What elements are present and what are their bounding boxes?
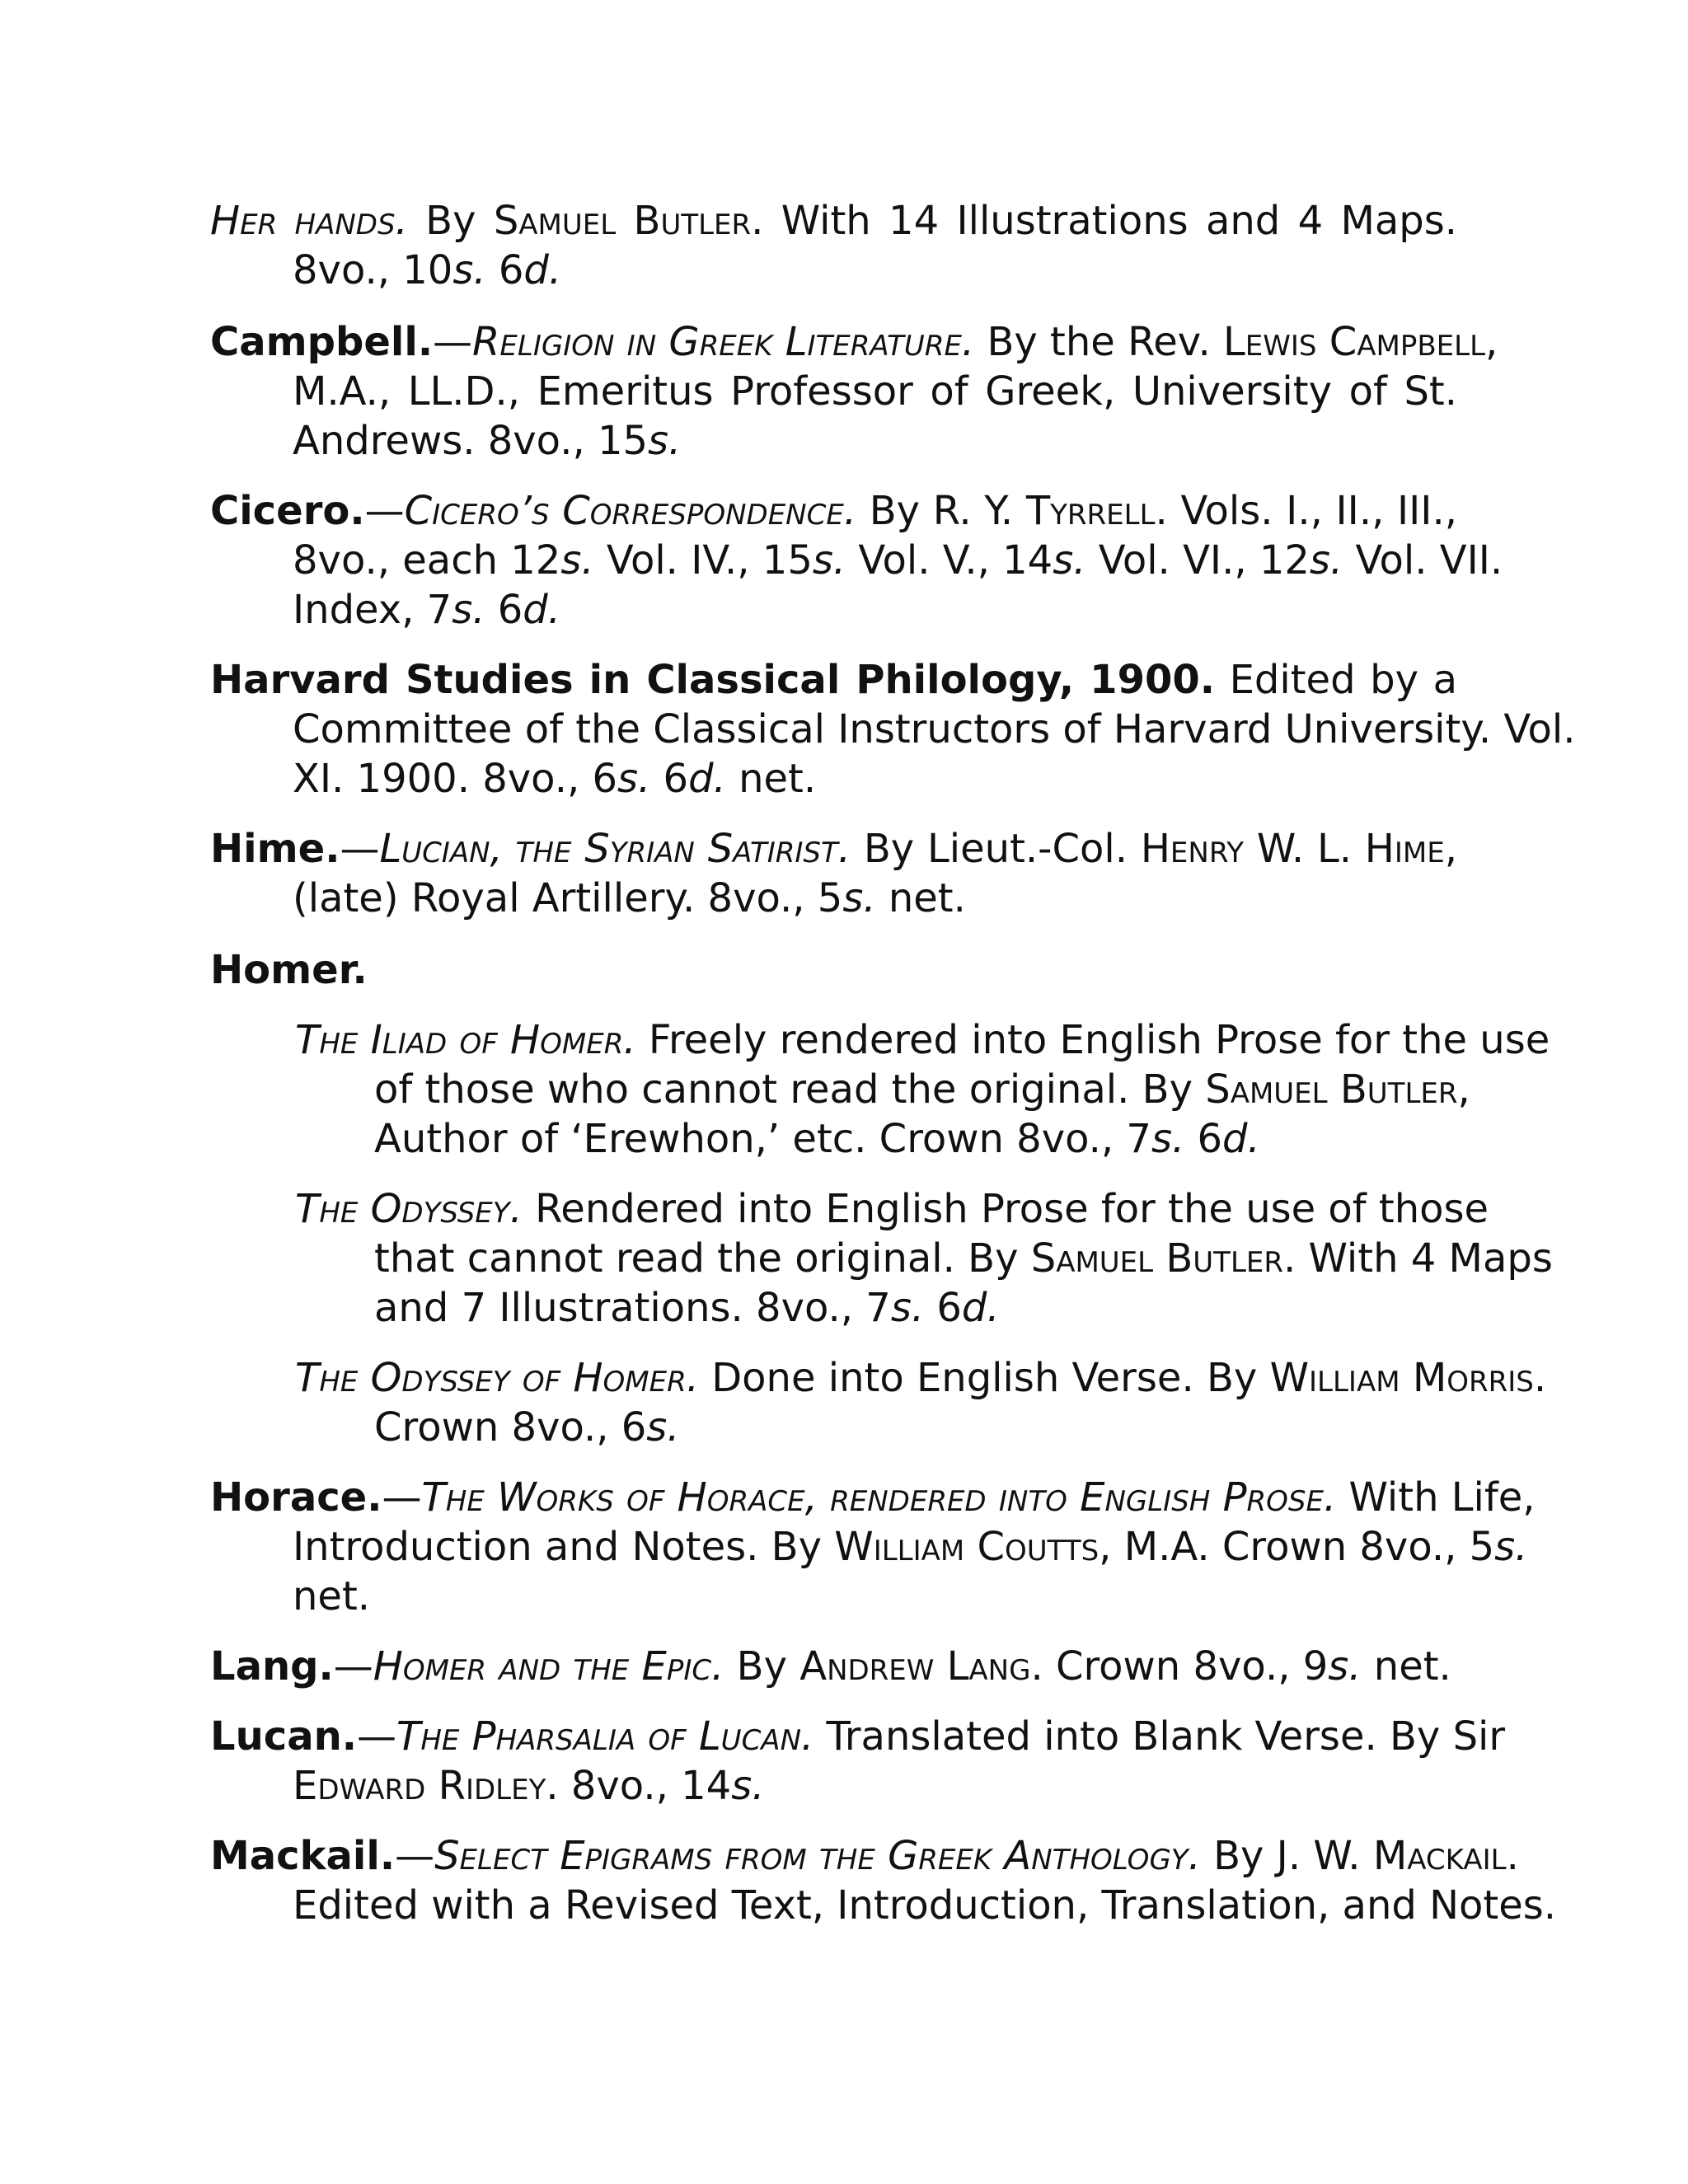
entry-text: By the Rev. <box>974 319 1223 365</box>
entry-text: 6 <box>485 587 523 633</box>
entry-text: Cicero’s Correspondence. <box>404 488 857 534</box>
entry-text: — <box>333 1643 373 1690</box>
entry-text: , <box>1457 1066 1470 1113</box>
entry-text: Vol. VII. <box>1343 537 1503 583</box>
entry-heading: Hime. <box>210 826 340 872</box>
entry-text: . 8vo., 14 <box>546 1763 732 1809</box>
entry-text: Andrew Lang <box>799 1643 1031 1690</box>
entry-text: Samuel Butler <box>1030 1235 1283 1282</box>
entry-text: Edward Ridley <box>293 1763 546 1809</box>
entry-line <box>295 1234 1553 1283</box>
entry-campbell <box>210 317 1498 466</box>
entry-text: d. <box>1222 1116 1260 1162</box>
entry-text: s. <box>617 756 651 802</box>
entry-text: By Lieut.-Col. <box>851 826 1141 872</box>
entry-text: The Works of Horace, rendered into English Prose. <box>421 1474 1337 1521</box>
entry-text: s. <box>842 875 876 921</box>
entry-line <box>210 486 1457 536</box>
entry-line <box>210 585 1457 635</box>
entry-text: Freely rendered into English Prose for the use <box>635 1017 1550 1063</box>
entry-line <box>210 1473 1536 1522</box>
entry-text: d. <box>523 587 560 633</box>
entry-heading: Mackail. <box>210 1833 396 1879</box>
entry-line <box>295 1015 1550 1065</box>
entry-text: s. <box>452 247 486 293</box>
entry-line <box>210 317 1498 367</box>
entry-line <box>210 536 1503 585</box>
entry-line <box>210 1881 1556 1930</box>
entry-butler-continued <box>210 196 1457 295</box>
entry-text: d. <box>523 247 562 293</box>
entry-text: net. <box>725 756 817 802</box>
entry-text: s. <box>731 1763 765 1809</box>
entry-text: 6 <box>1184 1116 1223 1162</box>
entry-line <box>210 874 1457 923</box>
entry-text: . <box>1533 1355 1547 1401</box>
entry-text: that cannot read the original. By <box>374 1235 1031 1282</box>
entry-heading: Lang. <box>210 1643 334 1690</box>
entry-text: . With 14 Illustrations and 4 Maps. <box>751 198 1458 244</box>
entry-heading: Horace. <box>210 1474 382 1521</box>
entry-line <box>210 1642 1457 1691</box>
entry-text: of those who cannot read the original. By <box>374 1066 1206 1113</box>
entry-text: net. <box>875 875 966 921</box>
entry-text: By R. Y. <box>856 488 1026 534</box>
entry-text: , M.A. Crown 8vo., 5 <box>1099 1524 1495 1570</box>
entry-text: s. <box>1309 537 1343 583</box>
entry-hime <box>210 824 1457 923</box>
entry-text: and 7 Illustrations. 8vo., 7 <box>374 1285 891 1331</box>
entry-text: s. <box>648 418 682 464</box>
entry-text: Edited by a <box>1215 657 1457 703</box>
entry-text: Samuel Butler <box>493 198 752 244</box>
entry-text: Religion in Greek Literature. <box>472 319 975 365</box>
entry-text: — <box>340 826 380 872</box>
entry-line <box>210 655 1457 705</box>
entry-text: Vol. VI., 12 <box>1085 537 1310 583</box>
entry-text: Edited with a Revised Text, Introduction, Translation, and Notes. <box>293 1882 1556 1929</box>
entry-text: By <box>407 198 494 244</box>
entry-homer <box>210 945 1457 995</box>
entry-text: , <box>1444 826 1458 872</box>
entry-text: . <box>1506 1833 1519 1879</box>
entry-text: Introduction and Notes. By <box>293 1524 835 1570</box>
entry-line <box>210 945 1457 995</box>
entry-heading: Homer. <box>210 947 368 993</box>
entry-text: Mackail <box>1372 1833 1507 1879</box>
entry-text: Committee of the Classical Instructors of Harvard University. Vol. <box>293 706 1576 752</box>
entry-text: M.A., LL.D., Emeritus Professor of Greek, University of St. <box>293 368 1457 415</box>
entry-heading: Harvard Studies in Classical Philology, 1900. <box>210 657 1215 703</box>
entry-line <box>210 1712 1506 1761</box>
entry-text: — <box>364 488 405 534</box>
entry-text: 6 <box>485 247 524 293</box>
entry-text: Translated into Blank Verse. By Sir <box>814 1713 1506 1760</box>
entry-line <box>210 367 1457 416</box>
entry-lang <box>210 1642 1457 1691</box>
entry-text: s. <box>646 1404 680 1451</box>
entry-text: s. <box>812 537 846 583</box>
entry-line <box>295 1353 1547 1403</box>
entry-line <box>210 416 1457 466</box>
entry-text: . Vols. I., II., III., <box>1155 488 1457 534</box>
entry-homer-iliad <box>295 1015 1550 1164</box>
entry-lucan <box>210 1712 1506 1811</box>
entry-text: Rendered into English Prose for the use of those <box>522 1186 1489 1232</box>
entry-heading: Cicero. <box>210 488 365 534</box>
entry-text: 6 <box>650 756 689 802</box>
entry-line <box>295 1065 1470 1114</box>
entry-text: s. <box>1494 1524 1528 1570</box>
entry-text: Lucian, the Syrian Satirist. <box>379 826 851 872</box>
entry-text: d. <box>961 1285 1000 1331</box>
entry-text: 6 <box>924 1285 962 1331</box>
entry-text: Samuel Butler <box>1205 1066 1458 1113</box>
entry-text: s. <box>1328 1643 1362 1690</box>
entry-text: . Crown 8vo., 9 <box>1030 1643 1329 1690</box>
entry-text: — <box>382 1474 422 1521</box>
entry-text: — <box>357 1713 397 1760</box>
entry-horace <box>210 1473 1536 1621</box>
entry-text: s. <box>1151 1116 1185 1162</box>
entry-line <box>295 1184 1489 1234</box>
entry-text: s. <box>890 1285 925 1331</box>
entry-text: net. <box>1361 1643 1451 1690</box>
entry-text: Vol. IV., 15 <box>593 537 813 583</box>
entry-text: Crown 8vo., 6 <box>374 1404 647 1451</box>
entry-text: Homer and the Epic. <box>373 1643 724 1690</box>
entry-text: Andrews. 8vo., 15 <box>293 418 649 464</box>
entry-harvard <box>210 655 1576 804</box>
entry-line <box>210 246 1457 295</box>
entry-text: XI. 1900. 8vo., 6 <box>293 756 618 802</box>
entry-text: By <box>724 1643 800 1690</box>
entry-line <box>210 705 1576 754</box>
entry-homer-odyssey-morris <box>295 1353 1547 1452</box>
entry-line <box>295 1114 1457 1164</box>
entry-line <box>210 196 1457 246</box>
entry-text: The Pharsalia of Lucan. <box>396 1713 814 1760</box>
entry-text: Henry <box>1140 826 1245 872</box>
entry-line <box>295 1403 1457 1452</box>
entry-text: d. <box>688 756 726 802</box>
entry-heading: Lucan. <box>210 1713 358 1760</box>
entry-text: , <box>1485 319 1498 365</box>
entry-line <box>210 754 1457 804</box>
entry-line <box>210 824 1457 874</box>
entry-text: Done into English Verse. By <box>698 1355 1270 1401</box>
entry-text: 8vo., each 12 <box>293 537 561 583</box>
entry-homer-odyssey-butler <box>295 1184 1553 1333</box>
entry-text: Her hands. <box>210 198 408 244</box>
entry-text: The Iliad of Homer. <box>295 1017 636 1063</box>
entry-text: 8vo., 10 <box>293 247 453 293</box>
entry-text: net. <box>293 1573 371 1619</box>
entry-text: William Morris <box>1269 1355 1534 1401</box>
entry-line <box>210 1761 1457 1811</box>
entry-text: Lewis Campbell <box>1223 319 1486 365</box>
entry-text: Author of ‘Erewhon,’ etc. Crown 8vo., 7 <box>374 1116 1151 1162</box>
entry-text: Select Epigrams from the Greek Anthology. <box>434 1833 1201 1879</box>
entry-line <box>210 1522 1528 1572</box>
entry-text: W. L. <box>1244 826 1365 872</box>
entry-cicero <box>210 486 1503 635</box>
entry-line <box>210 1831 1519 1881</box>
entry-text: s. <box>452 587 485 633</box>
entry-text: The Odyssey. <box>295 1186 523 1232</box>
entry-text: (late) Royal Artillery. 8vo., 5 <box>293 875 843 921</box>
entry-line <box>210 1572 1457 1621</box>
entry-text: The Odyssey of Homer. <box>295 1355 699 1401</box>
entry-text: By J. W. <box>1200 1833 1373 1879</box>
entry-mackail <box>210 1831 1556 1930</box>
entry-text: — <box>395 1833 435 1879</box>
entry-text: — <box>433 319 473 365</box>
entry-text: s. <box>560 537 594 583</box>
entry-text: With Life, <box>1336 1474 1536 1521</box>
entry-text: s. <box>1053 537 1086 583</box>
entry-text: Index, 7 <box>293 587 452 633</box>
entry-text: Tyrrell <box>1025 488 1156 534</box>
entry-text: Vol. V., 14 <box>846 537 1053 583</box>
entry-text: Hime <box>1364 826 1445 872</box>
entry-line <box>295 1283 1457 1333</box>
entry-text: . With 4 Maps <box>1283 1235 1553 1282</box>
entry-text: William Coutts <box>834 1524 1100 1570</box>
entry-heading: Campbell. <box>210 319 434 365</box>
